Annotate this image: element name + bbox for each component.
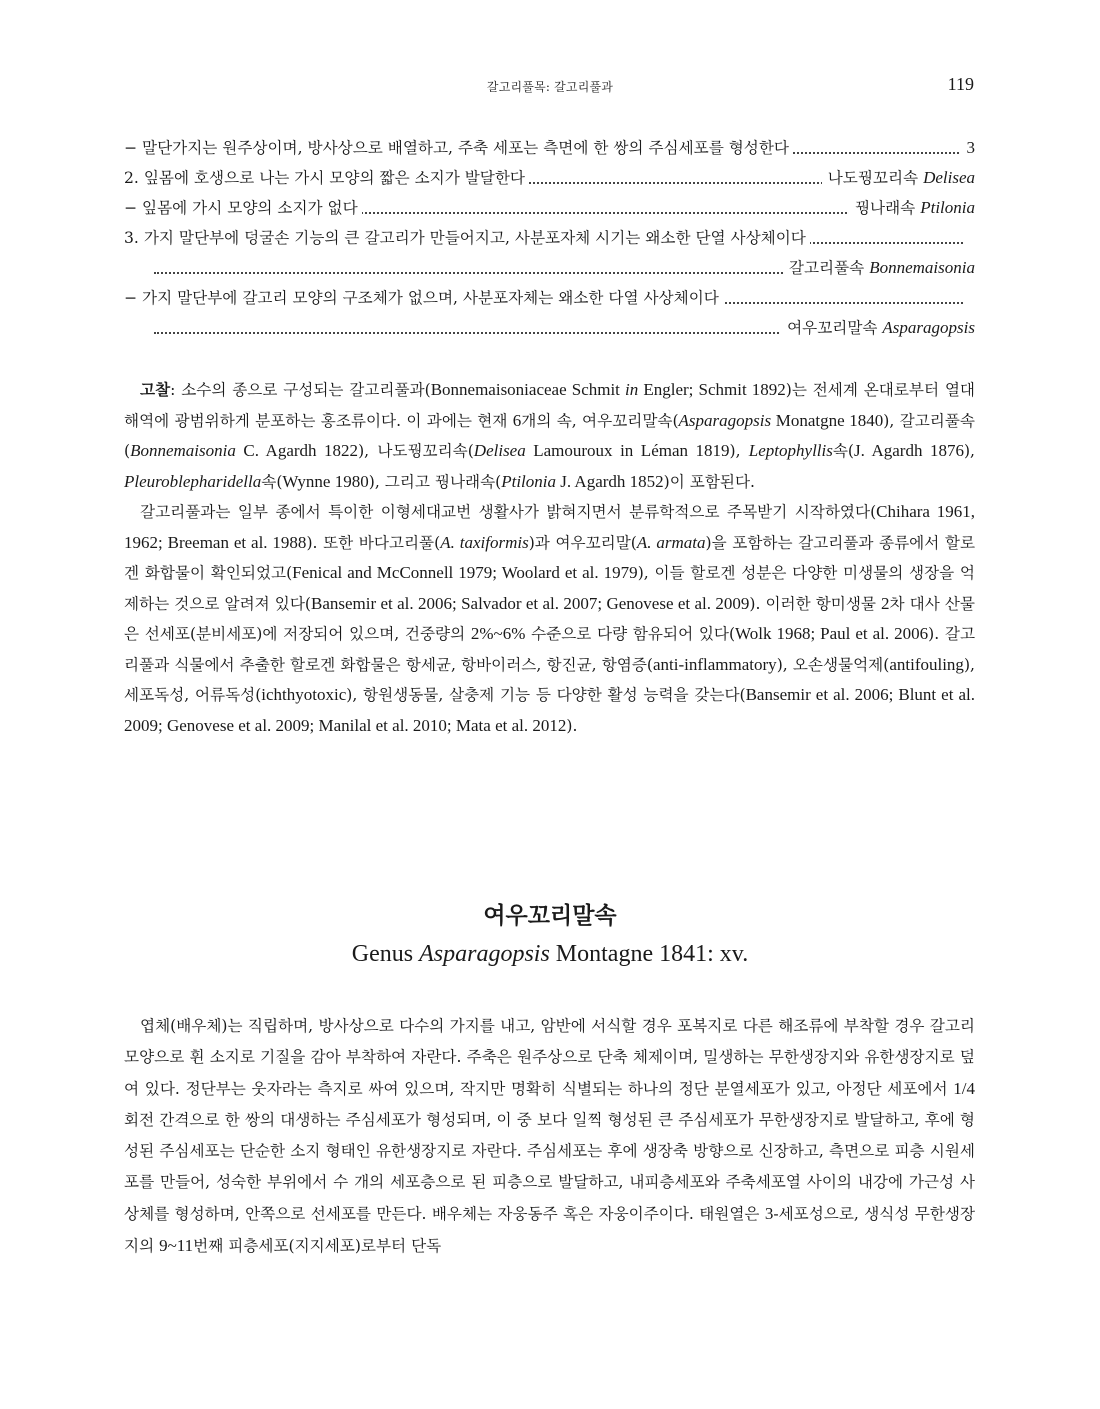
citation: Lamouroux in Léman 1819 xyxy=(525,441,730,460)
citation: C. Agardh 1822 xyxy=(235,441,359,460)
key-target xyxy=(964,223,975,253)
text-run: 번째 피층세포(지지세포)로부터 단독 xyxy=(193,1237,442,1255)
citation: Chihara 1961, 1962; Breeman et al. 1988 xyxy=(124,502,975,552)
key-row xyxy=(124,223,975,253)
genus-title-korean: 여우꼬리말속 xyxy=(483,902,617,929)
text-run: ). 이러한 항미생물 xyxy=(749,594,882,613)
key-row xyxy=(124,133,975,163)
running-header xyxy=(0,76,1100,96)
text-run: ), 오손생물억제( xyxy=(776,655,890,674)
text-run: 속( xyxy=(261,472,283,491)
text-run: ). 또한 바다고리풀( xyxy=(306,533,441,552)
text-run: ), 갈고리풀속( xyxy=(124,411,975,460)
number: 6 xyxy=(512,410,522,430)
key-lead: − 가지 말단부에 갈고리 모양의 구조체가 없으며, 사분포자체는 왜소한 다열 사상체이다 xyxy=(124,283,723,313)
page-number: 119 xyxy=(947,74,974,94)
text-run: ), 그리고 꿩나래속( xyxy=(368,472,502,491)
genus-name-kr: 여우꼬리말속 xyxy=(787,319,878,337)
text-run: )과 여우꼬리말( xyxy=(528,533,637,552)
text-run: 차 대사 산물은 선세포(분비세포)에 저장되어 있으며, 건중량의 xyxy=(124,594,975,643)
number: 3 xyxy=(764,1204,774,1223)
english-term: ichthyotoxic xyxy=(261,685,347,704)
key-target xyxy=(964,283,975,313)
text-run: : 소수의 종으로 구성되는 갈고리풀과( xyxy=(170,381,431,399)
citation: Monatgne 1840 xyxy=(771,410,884,430)
taxon-name: Bonnemaisonia xyxy=(130,441,236,460)
text-run: 갈고리풀과는 일부 종에서 특이한 이형세대교번 생활사가 밝혀지면서 분류학적으로 주목받기 시작하였다( xyxy=(140,503,877,521)
genus-authority: Montagne 1841: xv. xyxy=(549,941,749,967)
genus-name-italic: Asparagopsis xyxy=(419,941,550,967)
discussion-label: 고찰 xyxy=(140,380,171,399)
citation: Fenical and McConnell 1979; Woolard et al. 1979 xyxy=(292,563,638,582)
text-run: )이 포함된다. xyxy=(663,472,755,491)
key-lead: 3. 가지 말단부에 덩굴손 기능의 큰 갈고리가 만들어지고, 사분포자체 시기는 왜소한 단열 사상체이다 xyxy=(124,223,810,253)
citation: Bansemir et al. 2006; Salvador et al. 2007; Genovese et al. 2009 xyxy=(310,593,750,613)
text-run: ). 갈고리풀과 식물에서 추출한 할로겐 화합물은 항세균, 항바이러스, 항진균, 항염증( xyxy=(124,625,976,674)
text-run: 회전 간격으로 한 쌍의 대생하는 주심세포가 형성되며, 이 중 보다 일찍 형성된 큰 주심세포가 무한생장지로 발달하고, 후에 형성된 주심세포는 단순한 소지 형태인 유한생장지로 자란다. 주심세포는 후에 생장축 방향으로 신장하고, 측면으로 피층 시원세포를 만들어, 성숙한 부위에서 수 개의 세포층으로 된 피층으로 발달하고, 내피층세포와 주축세포열 사이의 내강에 가근성 사상체를 형성하며, 안쪽으로 선세포를 만든다. 배우체는 자웅동주 혹은 자웅이주이다. 태원열은 xyxy=(124,1111,975,1223)
key-lead xyxy=(124,253,133,283)
text-run: ), 세포독성, 어류독성( xyxy=(124,655,975,704)
key-target xyxy=(849,193,975,223)
text-run: ), 나도꿩꼬리속( xyxy=(358,442,474,460)
key-target xyxy=(822,163,975,193)
key-lead xyxy=(124,313,133,343)
text-run: 속( xyxy=(832,442,855,460)
key-row xyxy=(124,253,975,283)
text-run: ), xyxy=(963,442,975,460)
running-title: 갈고리풀목: 갈고리풀과 xyxy=(486,80,614,94)
number: 1/4 xyxy=(953,1079,975,1098)
citation: Bansemir et al. 2006; Blunt et al. 2009; Genovese et al. 2009; Manilal et al. 2010; Mata et al. 2012 xyxy=(124,685,975,735)
text-run: -세포성으로, 생식성 무한생장지의 xyxy=(124,1205,976,1255)
taxon-name: Asparagopsis xyxy=(678,410,772,430)
genus-heading xyxy=(0,898,1100,974)
citation: Wolk 1968; Paul et al. 2006 xyxy=(735,624,929,643)
taxon-name: Delisea xyxy=(473,441,526,460)
citation: Bonnemaisoniaceae Schmit xyxy=(430,380,626,399)
genus-prefix: Genus xyxy=(351,941,420,967)
english-term: antifouling xyxy=(889,654,964,674)
key-lead: 2. 잎몸에 호생으로 나는 가시 모양의 짧은 소지가 발달한다 xyxy=(124,163,529,193)
genus-name-kr: 나도꿩꼬리속 xyxy=(827,169,919,187)
text-run: 개의 속, 여우꼬리말속( xyxy=(521,411,679,430)
key-target: 3 xyxy=(961,133,976,163)
citation: Wynne 1980 xyxy=(282,471,369,491)
text-run: )을 포함하는 갈고리풀과 종류에서 할로겐 화합물이 확인되었고( xyxy=(124,533,976,582)
english-term: anti-inflammatory xyxy=(653,654,777,674)
text-run: ), xyxy=(729,442,749,460)
text-run: 엽체(배우체)는 직립하며, 방사상으로 다수의 가지를 내고, 암반에 서식할 경우 포복지로 다른 해조류에 부착할 경우 갈고리 모양으로 휜 소지로 기질을 감아 부착하여 자란다. 주축은 원주상으로 단축 체제이며, 밀생하는 무한생장지와 유한생장지로 덮여 있다. 정단부는 웃자라는 측지로 싸여 있으며, 작지만 명확히 식별되는 하나의 정단 분열세포가 있고, 아정단 세포에서 xyxy=(124,1017,975,1098)
key-row xyxy=(124,193,975,223)
text-run: ), 항원생동물, 살충제 기능 등 다양한 활성 능력을 갖는다( xyxy=(346,686,746,704)
genus-title-latin xyxy=(0,934,1100,974)
genus-name-latin: Delisea xyxy=(923,168,975,187)
discussion-paragraph xyxy=(124,375,975,497)
citation: Engler; Schmit 1892 xyxy=(638,380,786,399)
genus-name-latin: Bonnemaisonia xyxy=(869,258,975,277)
key-target xyxy=(783,253,975,283)
number: 9~11 xyxy=(159,1236,194,1255)
text-run: )는 전세계 온대로부터 열대 해역에 광범위하게 분포하는 홍조류이다. 이 과에는 현재 xyxy=(124,381,975,430)
genus-key xyxy=(124,133,975,343)
genus-name-kr: 꿩나래속 xyxy=(854,199,916,217)
text-run: ). xyxy=(566,716,578,735)
taxon-name: A. taxiformis xyxy=(440,532,529,552)
taxon-name: Leptophyllis xyxy=(748,441,833,460)
key-lead: − 말단가지는 원주상이며, 방사상으로 배열하고, 주축 세포는 측면에 한 쌍의 주심세포를 형성한다 xyxy=(124,133,793,163)
key-row xyxy=(124,313,975,343)
number: 2%~6% xyxy=(470,624,526,643)
key-lead: − 잎몸에 가시 모양의 소지가 없다 xyxy=(124,193,362,223)
citation: J. Agardh 1876 xyxy=(854,441,964,460)
key-row xyxy=(124,283,975,313)
key-row xyxy=(124,163,975,193)
taxon-name: Pleuroblepharidella xyxy=(124,471,262,491)
text-run: 수준으로 다량 함유되어 있다( xyxy=(525,625,736,643)
genus-name-latin: Asparagopsis xyxy=(882,318,975,337)
citation: J. Agardh 1852 xyxy=(556,471,664,491)
description-paragraph xyxy=(124,1011,975,1262)
citation-italic: in xyxy=(625,380,639,399)
key-target xyxy=(781,313,975,343)
text-run: ), 이들 할로겐 성분은 다양한 미생물의 생장을 억제하는 것으로 알려져 있다( xyxy=(124,564,975,613)
genus-name-kr: 갈고리풀속 xyxy=(788,259,865,277)
taxon-name: A. armata xyxy=(636,532,706,552)
number: 2 xyxy=(881,593,890,613)
discussion-section xyxy=(124,375,975,741)
taxon-name: Ptilonia xyxy=(501,471,556,491)
genus-name-latin: Ptilonia xyxy=(920,198,975,217)
discussion-paragraph xyxy=(124,497,975,741)
genus-description xyxy=(124,1011,975,1262)
